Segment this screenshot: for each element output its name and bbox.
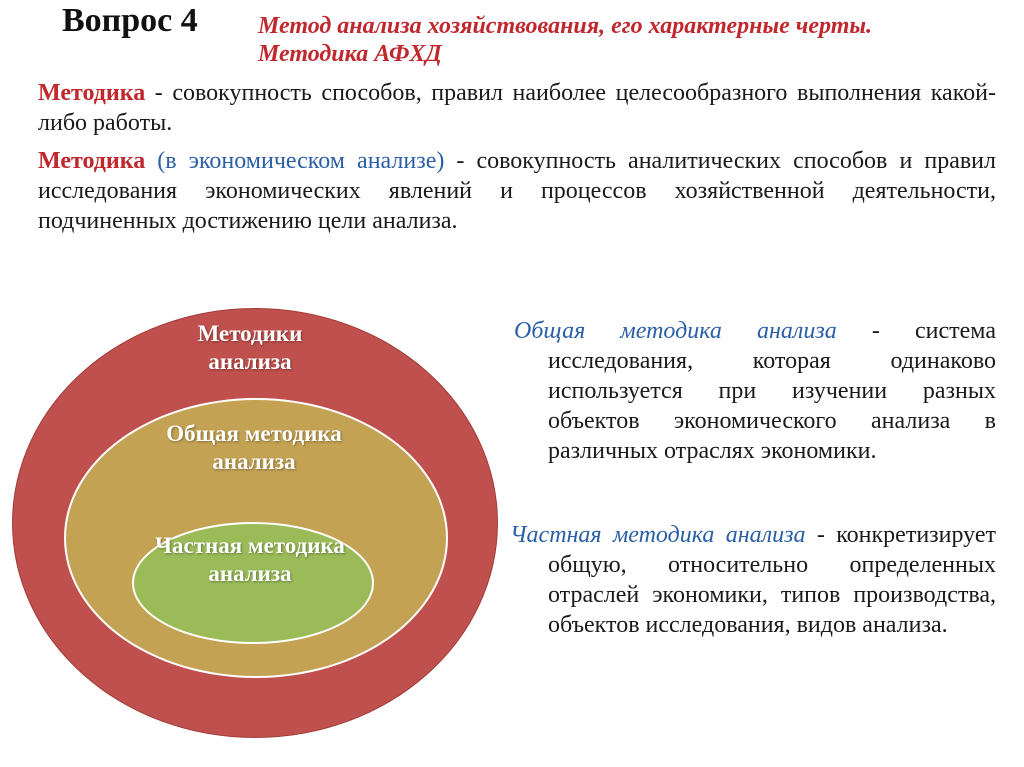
definition-text: - совокупность способов, правил наиболее целесообразного выполнения какой-либо работы. — [38, 80, 996, 136]
definition-economic — [38, 146, 996, 236]
outer-ellipse-label: Методики анализа — [197, 321, 303, 374]
specific-method-term: Частная методика анализа — [510, 522, 806, 548]
inner-ellipse-label: Частная методика анализа — [155, 533, 345, 586]
general-method-text: - система исследования, которая одинаково используется при изучении разных объектов экономического анализа в различных отраслях экономики. — [548, 318, 996, 464]
subtitle-line-1: Метод анализа хозяйствования, его характерные черты. — [258, 13, 873, 39]
methods-nested-diagram — [0, 300, 520, 767]
definition-term: Методика — [38, 80, 146, 106]
definition-general — [38, 78, 996, 138]
slide-subtitle — [258, 12, 998, 68]
definition-text: - совокупность аналитических способов и правил исследования экономических явлений и процессов хозяйственной деятельности, подчиненных достижению цели анализа. — [38, 148, 997, 234]
general-method-term: Общая методика анализа — [514, 318, 837, 344]
specific-method-text: - конкретизирует общую, относительно определенных отраслей экономики, типов производства, объектов исследования, видов анализа. — [548, 522, 996, 638]
question-heading: Вопрос 4 — [62, 2, 198, 39]
subtitle-line-2: Методика АФХД — [258, 41, 442, 67]
definition-context: (в экономическом анализе) — [157, 148, 445, 174]
middle-ellipse-label: Общая методика анализа — [166, 421, 342, 474]
general-method-description — [514, 316, 996, 466]
specific-method-description — [510, 520, 996, 640]
definition-term: Методика — [38, 148, 146, 174]
